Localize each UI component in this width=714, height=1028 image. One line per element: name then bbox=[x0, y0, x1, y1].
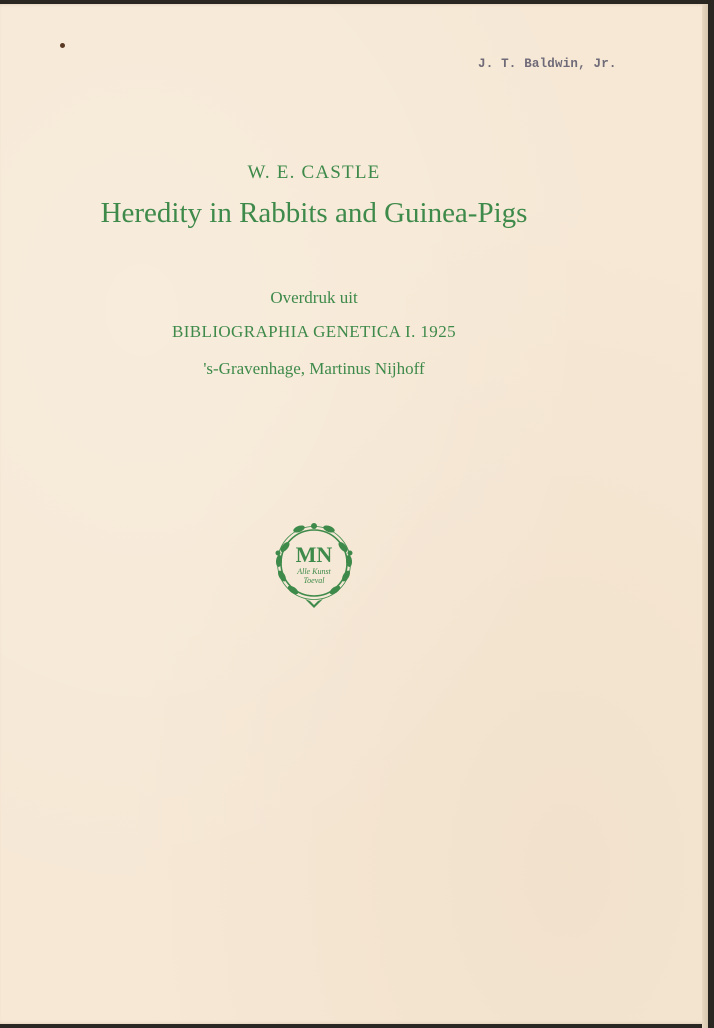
series-name: BIBLIOGRAPHIA GENETICA I. 1925 bbox=[172, 322, 456, 341]
publisher-line: 's-Gravenhage, Martinus Nijhoff bbox=[203, 359, 425, 378]
paper-speck bbox=[60, 43, 65, 48]
title-page bbox=[0, 4, 708, 1024]
document-title: Heredity in Rabbits and Guinea-Pigs bbox=[100, 197, 528, 229]
svg-text:Toeval: Toeval bbox=[303, 576, 325, 585]
svg-text:MN: MN bbox=[295, 542, 333, 567]
owner-stamp: J. T. Baldwin, Jr. bbox=[478, 57, 617, 71]
author-name: W. E. CASTLE bbox=[247, 162, 381, 183]
page-edge bbox=[702, 4, 708, 1028]
publisher-wreath-emblem-icon bbox=[267, 517, 361, 611]
svg-text:Alle Kunst: Alle Kunst bbox=[297, 567, 331, 576]
reprint-note: Overdruk uit bbox=[270, 288, 358, 307]
